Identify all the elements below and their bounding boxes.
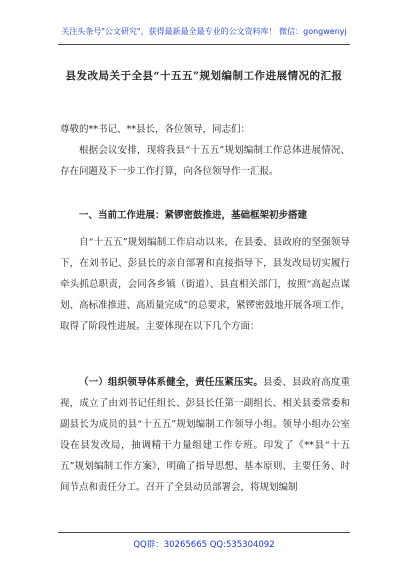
header-divider	[58, 44, 350, 45]
paragraph-organization-lead: （一）组织领导体系健全，责任压紧压实。	[79, 377, 263, 388]
paragraph-organization	[60, 372, 350, 498]
section-heading-1: 一、当前工作进展：紧锣密鼓推进，基础框架初步搭建	[79, 210, 308, 221]
footer-divider	[58, 532, 350, 533]
document-title: 县发改局关于全县“十五五”规划编制工作进展情况的汇报	[65, 70, 343, 82]
header-note: 关注头条号"公文研究"，获得最新最全最专业的公文资料库！ 微信：gongwenyj	[61, 27, 347, 36]
paragraph-progress: 自“十五五”规划编制工作启动以来，在县委、县政府的坚强领导下，在刘书记、彭县长的亲自部署和直接指导下，县发改局切实履行牵头抓总职责，会同各乡镇（街道）、县直相关部门，按照“高起点谋划、高标准推进、高质量完成”的总要求，紧锣密鼓地开展各项工作，取得了阶段性进展。主要体现在以下几个方面：	[60, 237, 350, 332]
salutation: 尊敬的**书记、**县长，各位领导，同志们：	[60, 124, 251, 135]
paragraph-organization-body: 县委、县政府高度重视，成立了由刘书记任组长、彭县长任第一副组长、相关县委常委和副县长为成员的县“十五五”规划编制工作领导小组。领导小组办公室设在县发改局，抽调精干力量组建工作专班。印发了《**县“十五五”规划编制工作方案》，明确了指导思想、基本原则、主要任务、时间节点和责任分工。召开了全县动员部署会，将规划编制	[60, 377, 350, 493]
paragraph-intro: 根据会议安排，现将我县“十五五”规划编制工作总体进展情况、存在问题及下一步工作打算，向各位领导作一汇报。	[60, 145, 350, 177]
footer-note: QQ群：30265665 QQ:535304092	[133, 540, 275, 550]
